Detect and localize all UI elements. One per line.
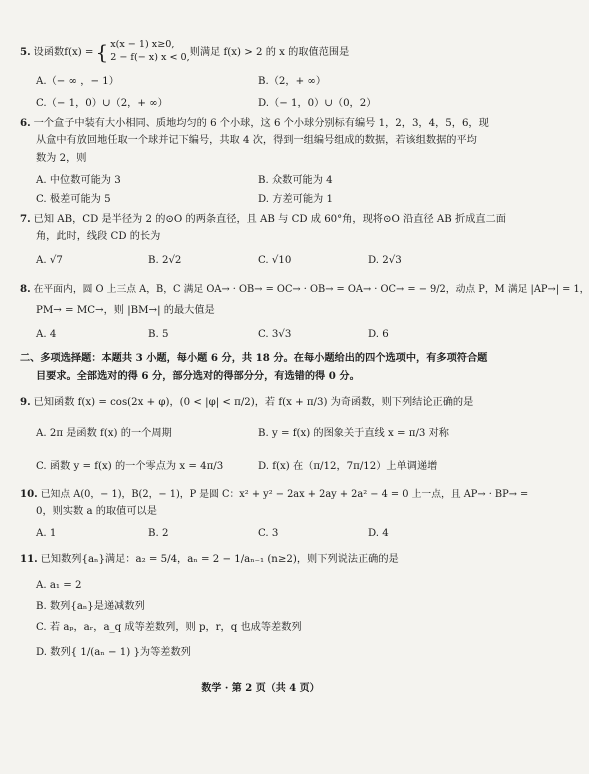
q7-option-b: B. 2√2 <box>148 255 182 266</box>
question-7-text: 已知 AB，CD 是半径为 2 的⊙O 的两条直径，且 AB 与 CD 成 60°角，现将⊙O 沿直径 AB 折成直二面 <box>33 214 506 225</box>
question-8-line-2: PM→ = MC→，则 |BM→| 的最大值是 <box>36 305 215 316</box>
q10-option-a: A. 1 <box>36 528 57 539</box>
question-9-stem <box>20 396 473 409</box>
q11-option-d: D. 数列{ 1/(aₙ − 1) }为等差数列 <box>36 647 191 658</box>
q11-option-c: C. 若 aₚ，aᵣ，a_q 成等差数列，则 p，r，q 也成等差数列 <box>36 622 302 633</box>
q10-option-c: C. 3 <box>258 528 279 539</box>
q9-option-b: B. y = f(x) 的图象关于直线 x = π/3 对称 <box>258 428 449 439</box>
q5-option-c: C.（− 1，0）∪（2，+ ∞） <box>36 98 168 109</box>
section-2-heading-line-1: 二、多项选择题：本题共 3 小题，每小题 6 分，共 18 分。在每小题给出的四个选项中，有多项符合题 <box>20 352 488 364</box>
question-10-text: 已知点 A(0，− 1)，B(2，− 1)，P 是圆 C：x² + y² − 2ax + 2ay + 2a² − 4 = 0 上一点，且 AP→ · BP→ = <box>40 489 529 500</box>
piecewise-brace: { <box>95 39 109 64</box>
q9-option-d: D. f(x) 在（π/12，7π/12）上单调递增 <box>258 461 438 472</box>
page-footer: 数学 · 第 2 页（共 4 页） <box>201 683 320 694</box>
question-8-text: 在平面内，圆 O 上三点 A，B，C 满足 OA→ · OB→ = OC→ · OB→ = OA→ · OC→ = − 9/2，动点 P，M 满足 |AP→| = 1， <box>33 284 589 295</box>
piecewise-case-2: 2 − f(− x) x < 0, <box>110 51 190 63</box>
question-10-line-1 <box>20 488 528 501</box>
q8-option-b: B. 5 <box>148 329 169 340</box>
question-10-line-2: 0，则实数 a 的取值可以是 <box>36 506 157 517</box>
question-number: 11. <box>20 553 38 565</box>
piecewise-cases <box>110 39 190 65</box>
q10-option-d: D. 4 <box>368 528 389 539</box>
q8-option-c: C. 3√3 <box>258 329 292 340</box>
question-8-line-1 <box>20 283 589 296</box>
question-number: 10. <box>20 488 38 500</box>
q11-option-b: B. 数列{aₙ}是递减数列 <box>36 601 145 612</box>
question-5-tail: 则满足 f(x) > 2 的 x 的取值范围是 <box>189 46 350 58</box>
q7-option-c: C. √10 <box>258 255 292 266</box>
question-number: 5. <box>20 45 31 58</box>
q10-option-b: B. 2 <box>148 528 169 539</box>
question-6-line-2: 从盒中有放回地任取一个球并记下编号，共取 4 次，得到一组编号组成的数据，若该组数据的平均 <box>36 135 477 146</box>
question-7-line-1 <box>20 213 506 226</box>
q6-option-d: D. 方差可能为 1 <box>258 194 333 205</box>
q9-option-a: A. 2π 是函数 f(x) 的一个周期 <box>36 428 172 439</box>
q9-option-c: C. 函数 y = f(x) 的一个零点为 x = 4π/3 <box>36 461 224 472</box>
q7-option-d: D. 2√3 <box>368 255 402 266</box>
q6-option-b: B. 众数可能为 4 <box>258 175 333 186</box>
q6-option-c: C. 极差可能为 5 <box>36 194 111 205</box>
piecewise-case-1: x(x − 1) x≥0, <box>110 39 175 50</box>
question-5-stem <box>20 39 349 65</box>
q5-option-b: B.（2，+ ∞） <box>258 76 327 87</box>
q5-option-d: D.（− 1，0）∪（0，2） <box>258 98 377 109</box>
q7-option-a: A. √7 <box>36 255 63 266</box>
question-9-text: 已知函数 f(x) = cos(2x + φ)，(0 < |φ| < π/2)，若 f(x + π/3) 为奇函数，则下列结论正确的是 <box>33 397 474 408</box>
q8-option-a: A. 4 <box>36 329 57 340</box>
question-number: 6. <box>20 117 31 129</box>
q5-option-a: A.（− ∞ ，− 1） <box>36 76 119 87</box>
question-6-line-1 <box>20 117 489 130</box>
question-7-line-2: 角，此时，线段 CD 的长为 <box>36 231 161 242</box>
q11-option-a: A. a₁ = 2 <box>36 580 82 591</box>
question-11-text: 已知数列{aₙ}满足：a₂ = 5/4，aₙ = 2 − 1/aₙ₋₁ (n≥2)，则下列说法正确的是 <box>40 554 399 565</box>
question-6-text: 一个盒子中装有大小相同、质地均匀的 6 个小球，这 6 个小球分别标有编号 1，2，3，4，5，6，现 <box>33 118 489 129</box>
q6-option-a: A. 中位数可能为 3 <box>36 175 121 186</box>
question-5-lead: 设函数f(x) = <box>33 46 94 58</box>
question-number: 8. <box>20 283 31 295</box>
question-11-stem <box>20 553 399 566</box>
question-number: 7. <box>20 213 31 225</box>
section-2-heading-line-2: 目要求。全部选对的得 6 分，部分选对的得部分分，有选错的得 0 分。 <box>36 370 360 382</box>
question-number: 9. <box>20 396 31 408</box>
q8-option-d: D. 6 <box>368 329 389 340</box>
question-6-line-3: 数为 2，则 <box>36 153 87 164</box>
